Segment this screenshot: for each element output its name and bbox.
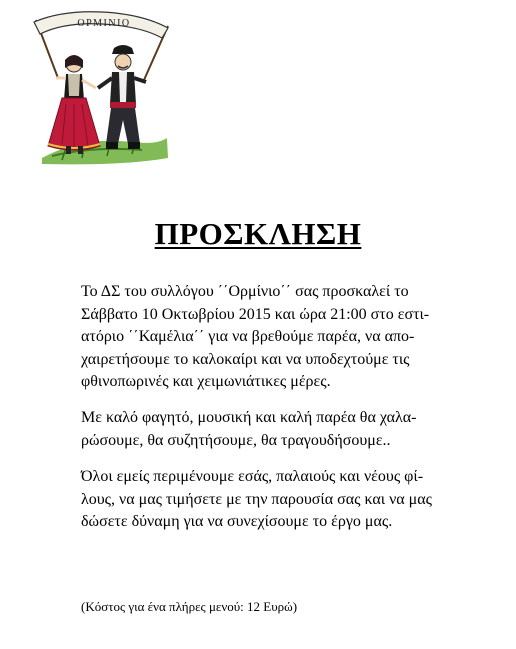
text-line: Με καλό φαγητό, μουσική και καλή παρέα θα χαλα- [81, 409, 417, 426]
cost-note: (Κόστος για ένα πλήρες μενού: 12 Ευρώ) [81, 599, 298, 614]
text-line: Το ΔΣ του συλλόγου ΄΄Ορμίνιο΄΄ σας προσκαλεί το [81, 283, 409, 300]
text-line: ρώσουμε, θα συζητήσουμε, θα τραγουδήσουμε.. [81, 431, 391, 449]
closing-paragraph [81, 466, 477, 534]
text-line: ατόριο ΄΄Καμέλια΄΄ για να βρεθούμε παρέα, να απο- [81, 328, 415, 345]
text-line: Όλοι εμείς περιμένουμε εσάς, παλαιούς και νέους φί- [81, 468, 424, 485]
club-logo [22, 8, 172, 168]
logo-banner-text: ΟΡΜΙΝΙΟ [77, 18, 131, 29]
dinner-paragraph [81, 407, 477, 452]
page-title: ΠΡΟΣΚΛΗΣΗ [154, 216, 362, 251]
folk-dancers-logo-icon [22, 8, 172, 168]
text-line: φθινοπωρινές και χειμωνιάτικες μέρες. [81, 373, 331, 390]
text-line: χαιρετήσουμε το καλοκαίρι και να υποδεχτούμε τις [81, 350, 410, 368]
invitation-paragraph [81, 281, 477, 394]
text-line: Σάββατο 10 Οκτωβρίου 2015 και ώρα 21:00 στο εστι- [81, 305, 430, 323]
text-line: δώσετε δύναμη για να συνεχίσουμε το έργο μας. [81, 513, 393, 530]
text-line: λους, να μας τιμήσετε με την παρουσία σας και να μας [81, 490, 432, 508]
